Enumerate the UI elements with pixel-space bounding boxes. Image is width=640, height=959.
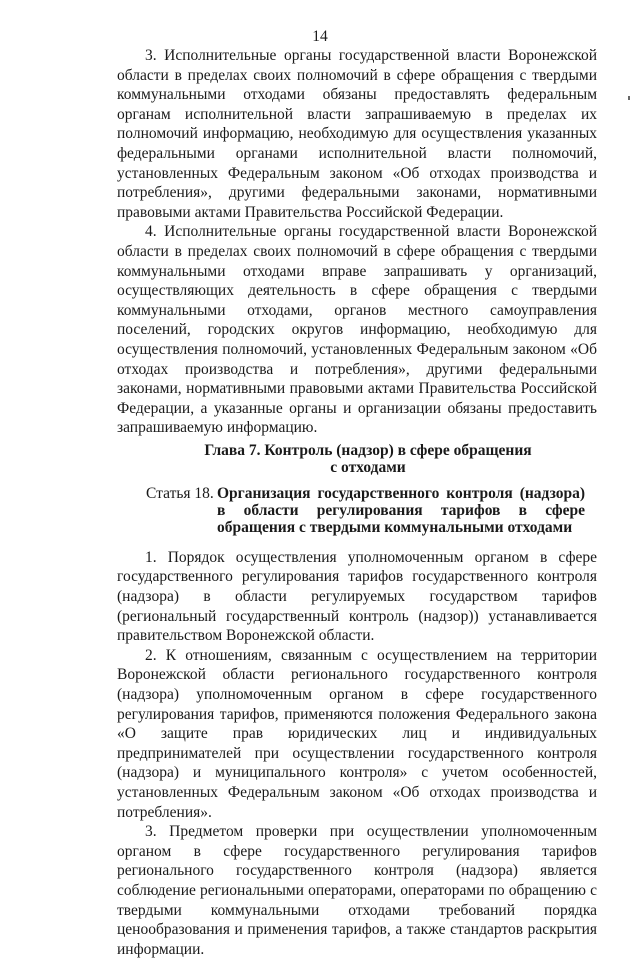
scan-mark xyxy=(628,96,630,100)
article-title: Организация государственного контроля (надзора) в области регулирования тарифов в сфере обращения с твердыми коммунальными отходами xyxy=(217,484,585,536)
chapter-heading xyxy=(117,442,597,476)
document-body xyxy=(117,46,597,959)
article-paragraph-1: 1. Порядок осуществления уполномоченным органом в сфере государственного регулирования тарифов государственного контроля (надзора) в области регулируемых государством тарифов (региональный государственный контроль (надзор)) устанавливается правительством Воронежской области. xyxy=(117,548,597,645)
article-heading xyxy=(117,485,597,536)
page-number: 14 xyxy=(312,28,328,45)
article-paragraph-2: 2. К отношениям, связанным с осуществлением на территории Воронежской области регионального государственного контроля (надзора) уполномоченным органом в сфере государственного регулирования тарифов, применяются положения Федерального закона «О защите прав юридических лиц и индивидуальных предпринимателей при осуществлении государственного контроля (надзора) и муниципального контроля» с учетом особенностей, установленных Федеральным законом «Об отходах производства и потребления». xyxy=(117,646,597,821)
chapter-title-line-2: с отходами xyxy=(330,458,406,476)
paragraph-4: 4. Исполнительные органы государственной власти Воронежской области в пределах своих полномочий в сфере обращения с твердыми коммунальными отходами вправе запрашивать у организаций, осуществляющих деятельность в сфере обращения с твердыми коммунальными отходами, органов местного самоуправления поселений, городских округов информацию, необходимую для осуществления полномочий, установленных Федеральным законом «Об отходах производства и потребления», другими федеральными законами, нормативными правовыми актами Правительства Российской Федерации, а указанные органы и организации обязаны предоставить запрашиваемую информацию. xyxy=(117,223,597,437)
article-number: Статья 18. xyxy=(146,484,214,502)
chapter-title-line-1: Глава 7. Контроль (надзор) в сфере обращения xyxy=(204,441,532,459)
article-paragraph-3: 3. Предметом проверки при осуществлении уполномоченным органом в сфере государственного регулирования тарифов регионального государственного контроля (надзора) является соблюдение региональными операторами, операторами по обращению с твердыми коммунальными отходами требований порядка ценообразования и применения тарифов, а также стандартов раскрытия информации. xyxy=(117,823,597,958)
paragraph-3: 3. Исполнительные органы государственной власти Воронежской области в пределах своих полномочий в сфере обращения с твердыми коммунальными отходами обязаны предоставлять федеральным органам исполнительной власти запрашиваемую в пределах их полномочий информацию, необходимую для осуществления указанных федеральными органами исполнительной власти полномочий, установленных Федеральным законом «Об отходах производства и потребления», другими федеральными законами, нормативными правовыми актами Правительства Российской Федерации. xyxy=(117,47,597,221)
